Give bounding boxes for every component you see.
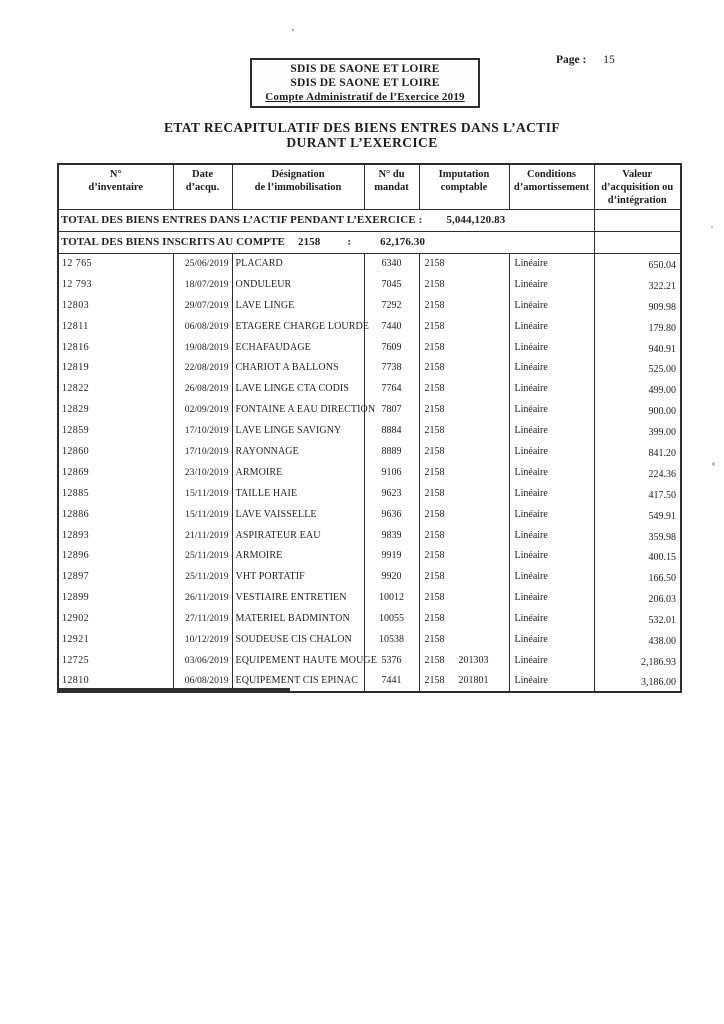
- imputation-cell: [419, 274, 509, 295]
- imputation-subaccount: 201801: [458, 675, 489, 687]
- total-inscrits-empty-cell: [594, 231, 681, 253]
- col-header-valeur: Valeur d’acquisition ou d’intégration: [594, 164, 681, 209]
- acquisition-date-cell: 06/08/2019: [173, 671, 232, 692]
- organization-header-box: [250, 58, 480, 108]
- imputation-cell: [419, 629, 509, 650]
- imputation-cell: [419, 504, 509, 525]
- page-label: Page :: [556, 54, 587, 66]
- designation-cell: EQUIPEMENT CIS EPINAC: [232, 671, 364, 692]
- imputation-cell: [419, 525, 509, 546]
- table-row: [58, 399, 681, 420]
- imputation-cell: [419, 378, 509, 399]
- acquisition-value-cell: 322.21: [594, 276, 681, 297]
- designation-cell: ASPIRATEUR EAU: [232, 525, 364, 546]
- amortization-conditions-cell: Linéaire: [509, 608, 594, 629]
- inventory-number-cell: 12816: [62, 341, 89, 353]
- amortization-conditions-cell: Linéaire: [509, 629, 594, 650]
- amortization-conditions-cell: Linéaire: [509, 587, 594, 608]
- acquisition-value-cell: 2,186.93: [594, 652, 681, 673]
- acquisition-value-cell: 179.80: [594, 318, 681, 339]
- imputation-account: 2158: [424, 675, 445, 687]
- amortization-conditions-cell: Linéaire: [509, 462, 594, 483]
- designation-cell: RAYONNAGE: [232, 441, 364, 462]
- amortization-conditions-cell: Linéaire: [509, 274, 594, 295]
- organization-name-repeat: SDIS DE SAONE ET LOIRE: [290, 77, 440, 89]
- mandat-number-cell: 7440: [364, 316, 419, 337]
- acquisition-date-cell: 29/07/2019: [173, 295, 232, 316]
- total-entres-cell: [58, 209, 594, 231]
- acquisition-value-cell: 532.01: [594, 610, 681, 631]
- mandat-number-cell: 7738: [364, 357, 419, 378]
- imputation-account: 2158: [424, 613, 445, 625]
- table-row: [58, 483, 681, 504]
- amortization-conditions-cell: Linéaire: [509, 671, 594, 692]
- page-number: 15: [603, 54, 615, 66]
- table-row: [58, 462, 681, 483]
- mandat-number-cell: 7764: [364, 378, 419, 399]
- inventory-number-cell: 12869: [62, 466, 89, 478]
- designation-cell: CHARIOT A BALLONS: [232, 357, 364, 378]
- designation-cell: FONTAINE A EAU DIRECTION: [232, 399, 364, 420]
- acquisition-date-cell: 17/10/2019: [173, 420, 232, 441]
- total-entres-label: TOTAL DES BIENS ENTRES DANS L’ACTIF PENDANT L’EXERCICE :: [61, 214, 423, 226]
- imputation-cell: [419, 650, 509, 671]
- amortization-conditions-cell: Linéaire: [509, 399, 594, 420]
- total-inscrits-colon: :: [347, 236, 352, 248]
- imputation-account: 2158: [424, 278, 445, 290]
- inventory-number-cell: 12885: [62, 487, 89, 499]
- total-entres-empty-cell: [594, 209, 681, 231]
- total-biens-inscrits-row: [58, 231, 681, 253]
- acquisition-value-cell: 841.20: [594, 443, 681, 464]
- mandat-number-cell: 10538: [364, 629, 419, 650]
- col-header-imputation: Imputation comptable: [419, 164, 509, 209]
- mandat-number-cell: 5376: [364, 650, 419, 671]
- imputation-cell: [419, 420, 509, 441]
- table-row: [58, 608, 681, 629]
- designation-cell: LAVE VAISSELLE: [232, 504, 364, 525]
- total-inscrits-label: TOTAL DES BIENS INSCRITS AU COMPTE: [61, 236, 285, 248]
- imputation-account: 2158: [424, 362, 445, 374]
- imputation-account: 2158: [424, 633, 445, 645]
- amortization-conditions-cell: Linéaire: [509, 566, 594, 587]
- mandat-number-cell: 9839: [364, 525, 419, 546]
- mandat-number-cell: 9106: [364, 462, 419, 483]
- table-row: [58, 295, 681, 316]
- acquisition-date-cell: 06/08/2019: [173, 316, 232, 337]
- amortization-conditions-cell: Linéaire: [509, 483, 594, 504]
- imputation-cell: [419, 483, 509, 504]
- imputation-account: 2158: [424, 404, 445, 416]
- table-row: [58, 441, 681, 462]
- table-row: [58, 316, 681, 337]
- imputation-account: 2158: [424, 383, 445, 395]
- designation-cell: SOUDEUSE CIS CHALON: [232, 629, 364, 650]
- imputation-cell: [419, 441, 509, 462]
- mandat-number-cell: 7609: [364, 337, 419, 358]
- table-row: [58, 587, 681, 608]
- imputation-account: 2158: [424, 258, 445, 270]
- table-bottom-border-segment: [57, 688, 290, 691]
- inventory-number-cell: 12860: [62, 445, 89, 457]
- inventory-number-cell: 12921: [62, 633, 89, 645]
- total-inscrits-cell: [58, 231, 594, 253]
- imputation-account: 2158: [424, 487, 445, 499]
- inventory-number-cell: 12886: [62, 508, 89, 520]
- inventory-number-cell: 12899: [62, 592, 89, 604]
- imputation-cell: [419, 337, 509, 358]
- acquisition-value-cell: 499.00: [594, 380, 681, 401]
- imputation-cell: [419, 357, 509, 378]
- acquisition-value-cell: 166.50: [594, 568, 681, 589]
- imputation-account: 2158: [424, 466, 445, 478]
- col-header-date-acqu: Date d’acqu.: [173, 164, 232, 209]
- table-row: [58, 337, 681, 358]
- acquisition-value-cell: 549.91: [594, 506, 681, 527]
- table-row: [58, 357, 681, 378]
- acquisition-date-cell: 23/10/2019: [173, 462, 232, 483]
- acquisition-value-cell: 224.36: [594, 464, 681, 485]
- total-inscrits-account: 2158: [297, 236, 321, 248]
- acquisition-date-cell: 03/06/2019: [173, 650, 232, 671]
- designation-cell: MATERIEL BADMINTON: [232, 608, 364, 629]
- table-row: [58, 629, 681, 650]
- inventory-number-cell: 12829: [62, 404, 89, 416]
- mandat-number-cell: 7292: [364, 295, 419, 316]
- assets-table: [57, 163, 682, 693]
- col-header-designation: Désignation de l’immobilisation: [232, 164, 364, 209]
- table-row: [58, 253, 681, 274]
- mandat-number-cell: 10055: [364, 608, 419, 629]
- designation-cell: ECHAFAUDAGE: [232, 337, 364, 358]
- designation-cell: VHT PORTATIF: [232, 566, 364, 587]
- acquisition-date-cell: 21/11/2019: [173, 525, 232, 546]
- acquisition-value-cell: 400.15: [594, 547, 681, 568]
- imputation-cell: [419, 399, 509, 420]
- imputation-cell: [419, 566, 509, 587]
- total-inscrits-value: 62,176.30: [380, 236, 426, 248]
- acquisition-date-cell: 25/11/2019: [173, 566, 232, 587]
- mandat-number-cell: 9920: [364, 566, 419, 587]
- inventory-number-cell: 12 793: [62, 278, 92, 290]
- inventory-number-cell: 12819: [62, 362, 89, 374]
- document-title: [0, 120, 724, 150]
- imputation-cell: [419, 295, 509, 316]
- acquisition-date-cell: 15/11/2019: [173, 504, 232, 525]
- page-reference: [556, 54, 615, 66]
- amortization-conditions-cell: Linéaire: [509, 650, 594, 671]
- total-biens-entres-row: [58, 209, 681, 231]
- amortization-conditions-cell: Linéaire: [509, 441, 594, 462]
- imputation-subaccount: 201303: [458, 654, 489, 666]
- imputation-account: 2158: [424, 320, 445, 332]
- imputation-account: 2158: [424, 654, 445, 666]
- imputation-account: 2158: [424, 508, 445, 520]
- organization-name: SDIS DE SAONE ET LOIRE: [290, 63, 440, 75]
- col-header-conditions: Conditions d’amortissement: [509, 164, 594, 209]
- inventory-number-cell: 12902: [62, 613, 89, 625]
- acquisition-value-cell: 399.00: [594, 422, 681, 443]
- inventory-number-cell: 12859: [62, 425, 89, 437]
- designation-cell: LAVE LINGE: [232, 295, 364, 316]
- table-row: [58, 420, 681, 441]
- inventory-number-cell: 12897: [62, 571, 89, 583]
- acquisition-date-cell: 25/11/2019: [173, 545, 232, 566]
- amortization-conditions-cell: Linéaire: [509, 420, 594, 441]
- col-header-inventaire: N° d’inventaire: [58, 164, 173, 209]
- acquisition-date-cell: 17/10/2019: [173, 441, 232, 462]
- acquisition-date-cell: 18/07/2019: [173, 274, 232, 295]
- designation-cell: VESTIAIRE ENTRETIEN: [232, 587, 364, 608]
- imputation-account: 2158: [424, 592, 445, 604]
- imputation-account: 2158: [424, 299, 445, 311]
- designation-cell: ONDULEUR: [232, 274, 364, 295]
- scan-artifact-mark: ’: [291, 27, 295, 39]
- table-row: [58, 545, 681, 566]
- acquisition-value-cell: 3,186.00: [594, 673, 681, 694]
- table-row: [58, 650, 681, 671]
- acquisition-date-cell: 27/11/2019: [173, 608, 232, 629]
- imputation-cell: [419, 253, 509, 274]
- imputation-cell: [419, 671, 509, 692]
- table-row: [58, 274, 681, 295]
- inventory-number-cell: 12822: [62, 383, 89, 395]
- acquisition-date-cell: 15/11/2019: [173, 483, 232, 504]
- table-row: [58, 525, 681, 546]
- acquisition-value-cell: 417.50: [594, 485, 681, 506]
- scan-speck: [711, 226, 713, 228]
- inventory-number-cell: 12896: [62, 550, 89, 562]
- amortization-conditions-cell: Linéaire: [509, 378, 594, 399]
- acquisition-date-cell: 22/08/2019: [173, 357, 232, 378]
- designation-cell: PLACARD: [232, 253, 364, 274]
- document-subtitle: Compte Administratif de l’Exercice 2019: [265, 91, 465, 103]
- table-body: [58, 253, 681, 692]
- mandat-number-cell: 8884: [364, 420, 419, 441]
- acquisition-date-cell: 02/09/2019: [173, 399, 232, 420]
- acquisition-value-cell: 438.00: [594, 631, 681, 652]
- inventory-number-cell: 12811: [62, 320, 89, 332]
- inventory-number-cell: 12 765: [62, 258, 92, 270]
- acquisition-value-cell: 940.91: [594, 339, 681, 360]
- imputation-account: 2158: [424, 529, 445, 541]
- table-header-row: [58, 164, 681, 209]
- amortization-conditions-cell: Linéaire: [509, 525, 594, 546]
- acquisition-value-cell: 900.00: [594, 401, 681, 422]
- mandat-number-cell: 7045: [364, 274, 419, 295]
- scan-speck: [712, 462, 715, 466]
- inventory-number-cell: 12725: [62, 654, 89, 666]
- imputation-cell: [419, 316, 509, 337]
- designation-cell: LAVE LINGE SAVIGNY: [232, 420, 364, 441]
- imputation-account: 2158: [424, 445, 445, 457]
- imputation-cell: [419, 545, 509, 566]
- mandat-number-cell: 9636: [364, 504, 419, 525]
- imputation-account: 2158: [424, 571, 445, 583]
- acquisition-value-cell: 909.98: [594, 297, 681, 318]
- amortization-conditions-cell: Linéaire: [509, 316, 594, 337]
- mandat-number-cell: 9919: [364, 545, 419, 566]
- amortization-conditions-cell: Linéaire: [509, 337, 594, 358]
- imputation-cell: [419, 608, 509, 629]
- document-title-line1: ETAT RECAPITULATIF DES BIENS ENTRES DANS L’ACTIF: [163, 120, 561, 135]
- imputation-account: 2158: [424, 550, 445, 562]
- designation-cell: ARMOIRE: [232, 545, 364, 566]
- total-entres-value: 5,044,120.83: [446, 214, 506, 226]
- table-row: [58, 566, 681, 587]
- designation-cell: LAVE LINGE CTA CODIS: [232, 378, 364, 399]
- document-title-line2: DURANT L’EXERCICE: [286, 135, 438, 150]
- acquisition-value-cell: 650.04: [594, 255, 681, 276]
- acquisition-value-cell: 525.00: [594, 359, 681, 380]
- inventory-number-cell: 12810: [62, 675, 89, 687]
- mandat-number-cell: 9623: [364, 483, 419, 504]
- amortization-conditions-cell: Linéaire: [509, 253, 594, 274]
- amortization-conditions-cell: Linéaire: [509, 545, 594, 566]
- acquisition-date-cell: 25/06/2019: [173, 253, 232, 274]
- designation-cell: TAILLE HAIE: [232, 483, 364, 504]
- mandat-number-cell: 7441: [364, 671, 419, 692]
- designation-cell: ETAGERE CHARGE LOURDE: [232, 316, 364, 337]
- table-row: [58, 378, 681, 399]
- imputation-cell: [419, 462, 509, 483]
- amortization-conditions-cell: Linéaire: [509, 504, 594, 525]
- inventory-number-cell: 12803: [62, 299, 89, 311]
- amortization-conditions-cell: Linéaire: [509, 357, 594, 378]
- acquisition-date-cell: 26/08/2019: [173, 378, 232, 399]
- mandat-number-cell: 10012: [364, 587, 419, 608]
- table-row: [58, 504, 681, 525]
- amortization-conditions-cell: Linéaire: [509, 295, 594, 316]
- imputation-account: 2158: [424, 425, 445, 437]
- col-header-mandat: N° du mandat: [364, 164, 419, 209]
- acquisition-date-cell: 26/11/2019: [173, 587, 232, 608]
- imputation-cell: [419, 587, 509, 608]
- acquisition-date-cell: 10/12/2019: [173, 629, 232, 650]
- acquisition-value-cell: 206.03: [594, 589, 681, 610]
- mandat-number-cell: 8889: [364, 441, 419, 462]
- acquisition-date-cell: 19/08/2019: [173, 337, 232, 358]
- designation-cell: EQUIPEMENT HAUTE MOUGE: [232, 650, 364, 671]
- imputation-account: 2158: [424, 341, 445, 353]
- mandat-number-cell: 7807: [364, 399, 419, 420]
- acquisition-value-cell: 359.98: [594, 527, 681, 548]
- inventory-number-cell: 12893: [62, 529, 89, 541]
- mandat-number-cell: 6340: [364, 253, 419, 274]
- designation-cell: ARMOIRE: [232, 462, 364, 483]
